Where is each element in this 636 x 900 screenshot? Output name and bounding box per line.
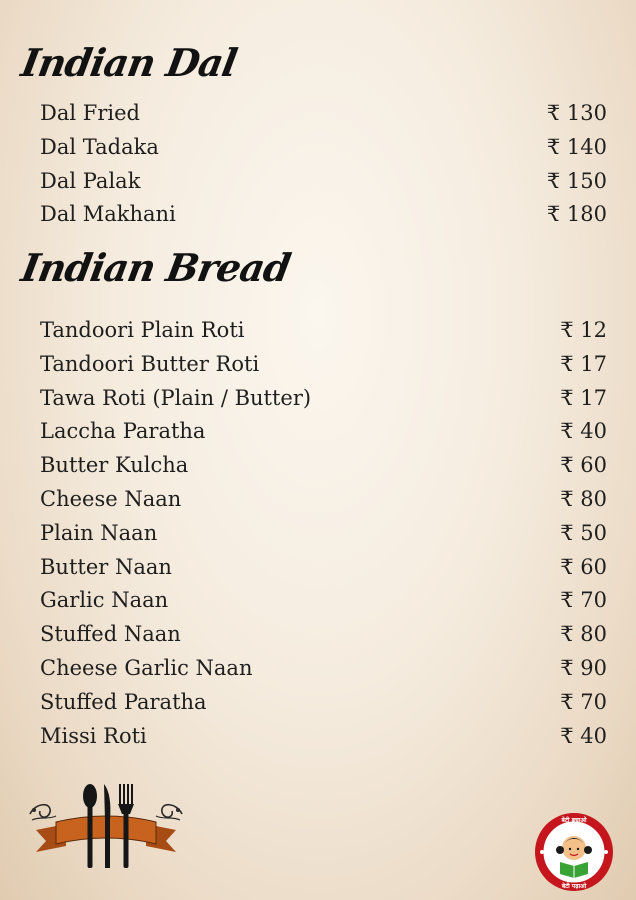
item-name: Cheese Garlic Naan [40,655,253,680]
item-price: ₹ 140 [546,134,607,159]
item-name: Dal Tadaka [40,134,159,159]
menu-item [40,618,607,652]
item-price: ₹ 60 [560,554,607,579]
cutlery-emblem-icon [26,780,186,875]
item-name: Cheese Naan [40,486,182,511]
item-price: ₹ 180 [546,202,607,227]
item-name: Stuffed Naan [40,622,181,647]
item-price: ₹ 60 [560,453,607,478]
dal-menu-list [40,97,607,232]
item-name: Missi Roti [40,723,147,748]
item-name: Dal Fried [40,101,140,125]
item-name: Laccha Paratha [40,419,206,444]
item-price: ₹ 70 [560,689,607,714]
item-name: Dal Palak [40,168,141,193]
menu-item [40,165,607,199]
menu-item [40,314,607,348]
item-name: Plain Naan [40,520,158,545]
menu-item [40,131,607,165]
item-price: ₹ 150 [546,168,607,193]
section-title-bread: Indian Bread [18,245,294,290]
item-price: ₹ 80 [560,622,607,647]
menu-item [40,686,607,720]
menu-item [40,97,607,131]
menu-item [40,652,607,686]
beti-badge-icon [534,812,614,892]
item-name: Butter Kulcha [40,453,189,478]
item-name: Garlic Naan [40,588,169,613]
badge-top-text: बेटी बचाओ [561,817,587,824]
item-price: ₹ 40 [560,723,607,748]
bread-menu-list [40,314,607,753]
item-name: Dal Makhani [40,202,176,227]
item-name: Stuffed Paratha [40,689,207,714]
menu-item [40,517,607,551]
menu-item [40,483,607,517]
menu-item [40,449,607,483]
item-price: ₹ 80 [560,486,607,511]
menu-item [40,382,607,416]
badge-bottom-text: बेटी पढ़ाओ [561,883,587,890]
section-title-dal: Indian Dal [18,40,240,85]
item-price: ₹ 130 [546,101,607,125]
item-name: Butter Naan [40,554,172,579]
item-price: ₹ 17 [560,351,607,376]
item-name: Tandoori Plain Roti [40,318,245,342]
item-price: ₹ 40 [560,419,607,444]
menu-item [40,198,607,232]
item-name: Tawa Roti (Plain / Butter) [40,385,312,410]
item-price: ₹ 17 [560,385,607,410]
item-price: ₹ 90 [560,655,607,680]
menu-item [40,348,607,382]
menu-item [40,720,607,754]
item-price: ₹ 50 [560,520,607,545]
menu-item [40,415,607,449]
menu-item [40,551,607,585]
item-price: ₹ 70 [560,588,607,613]
item-name: Tandoori Butter Roti [40,351,260,376]
item-price: ₹ 12 [560,318,607,342]
menu-item [40,584,607,618]
